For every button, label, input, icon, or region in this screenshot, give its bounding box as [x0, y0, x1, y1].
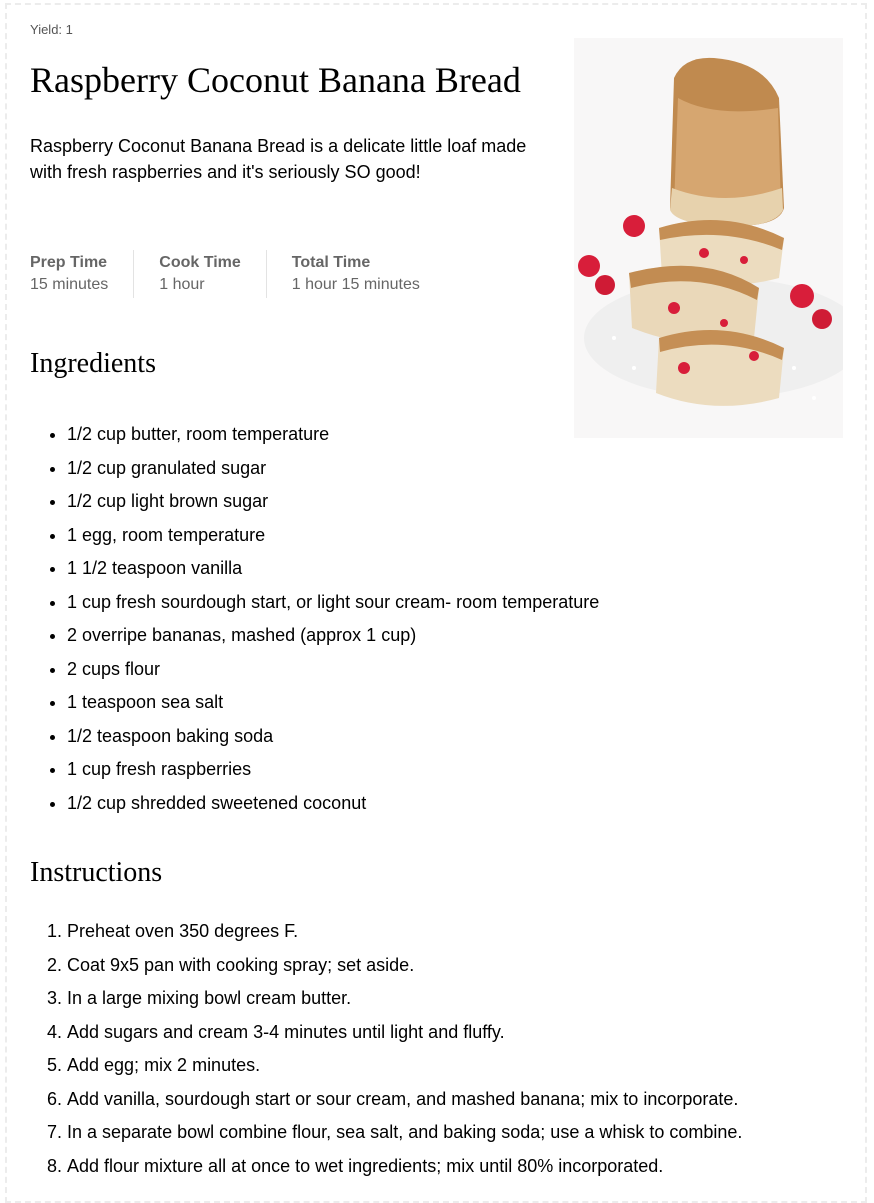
- ingredient-item: • 1/2 cup light brown sugar: [67, 485, 599, 519]
- instruction-step: 5. Add egg; mix 2 minutes.: [67, 1049, 742, 1083]
- instruction-step: 3. In a large mixing bowl cream butter.: [67, 982, 742, 1016]
- ingredient-item: • 1 egg, room temperature: [67, 519, 599, 553]
- recipe-summary: Raspberry Coconut Banana Bread is a delicate little loaf made with fresh raspberries and it's seriously SO good!: [30, 136, 527, 182]
- ingredient-item: • 1 1/2 teaspoon vanilla: [67, 552, 599, 586]
- total-time: [292, 250, 445, 298]
- recipe-times: [30, 250, 470, 298]
- total-time-label: Total Time: [291, 254, 371, 271]
- ingredient-item: • 2 overripe bananas, mashed (approx 1 cup): [67, 619, 599, 653]
- raspberry-icon: [623, 215, 645, 237]
- recipe-title: Raspberry Coconut Banana Bread: [30, 60, 521, 100]
- instruction-step: 8. Add flour mixture all at once to wet ingredients; mix until 80% incorporated.: [67, 1150, 742, 1184]
- recipe-yield: Yield: 1: [30, 22, 73, 37]
- ingredient-item: • 1/2 cup shredded sweetened coconut: [67, 787, 599, 821]
- instructions-list: [30, 915, 742, 1183]
- ingredient-item: • 1/2 teaspoon baking soda: [67, 720, 599, 754]
- instruction-step: 2. Coat 9x5 pan with cooking spray; set aside.: [67, 949, 742, 983]
- cook-time-value: 1 hour: [159, 276, 205, 293]
- ingredient-item: • 1 cup fresh sourdough start, or light sour cream- room temperature: [67, 586, 599, 620]
- banana-bread-photo-icon: [574, 38, 843, 438]
- banana-bread-illustration: [574, 38, 843, 438]
- ingredient-item: • 2 cups flour: [67, 653, 599, 687]
- prep-time: [30, 250, 134, 298]
- cook-time: [159, 250, 267, 298]
- instruction-step: 7. In a separate bowl combine flour, sea salt, and baking soda; use a whisk to combine.: [67, 1116, 742, 1150]
- raspberry-icon: [578, 255, 600, 277]
- ingredient-item: • 1 cup fresh raspberries: [67, 753, 599, 787]
- prep-time-value: 15 minutes: [30, 276, 109, 293]
- ingredient-item: • 1/2 cup granulated sugar: [67, 452, 599, 486]
- instructions-heading: Instructions: [30, 857, 163, 888]
- instruction-step: 1. Preheat oven 350 degrees F.: [67, 915, 742, 949]
- ingredients-list: [30, 418, 599, 820]
- prep-time-label: Prep Time: [30, 254, 108, 271]
- instruction-step: 6. Add vanilla, sourdough start or sour cream, and mashed banana; mix to incorporate.: [67, 1083, 742, 1117]
- raspberry-icon: [812, 309, 832, 329]
- instruction-step: 4. Add sugars and cream 3-4 minutes until light and fluffy.: [67, 1016, 742, 1050]
- raspberry-icon: [790, 284, 814, 308]
- cook-time-label: Cook Time: [159, 254, 241, 271]
- raspberry-icon: [595, 275, 615, 295]
- ingredients-heading: Ingredients: [30, 348, 156, 379]
- ingredient-item: • 1 teaspoon sea salt: [67, 686, 599, 720]
- ingredient-item: • 1/2 cup butter, room temperature: [67, 418, 599, 452]
- total-time-value: 1 hour 15 minutes: [291, 276, 420, 293]
